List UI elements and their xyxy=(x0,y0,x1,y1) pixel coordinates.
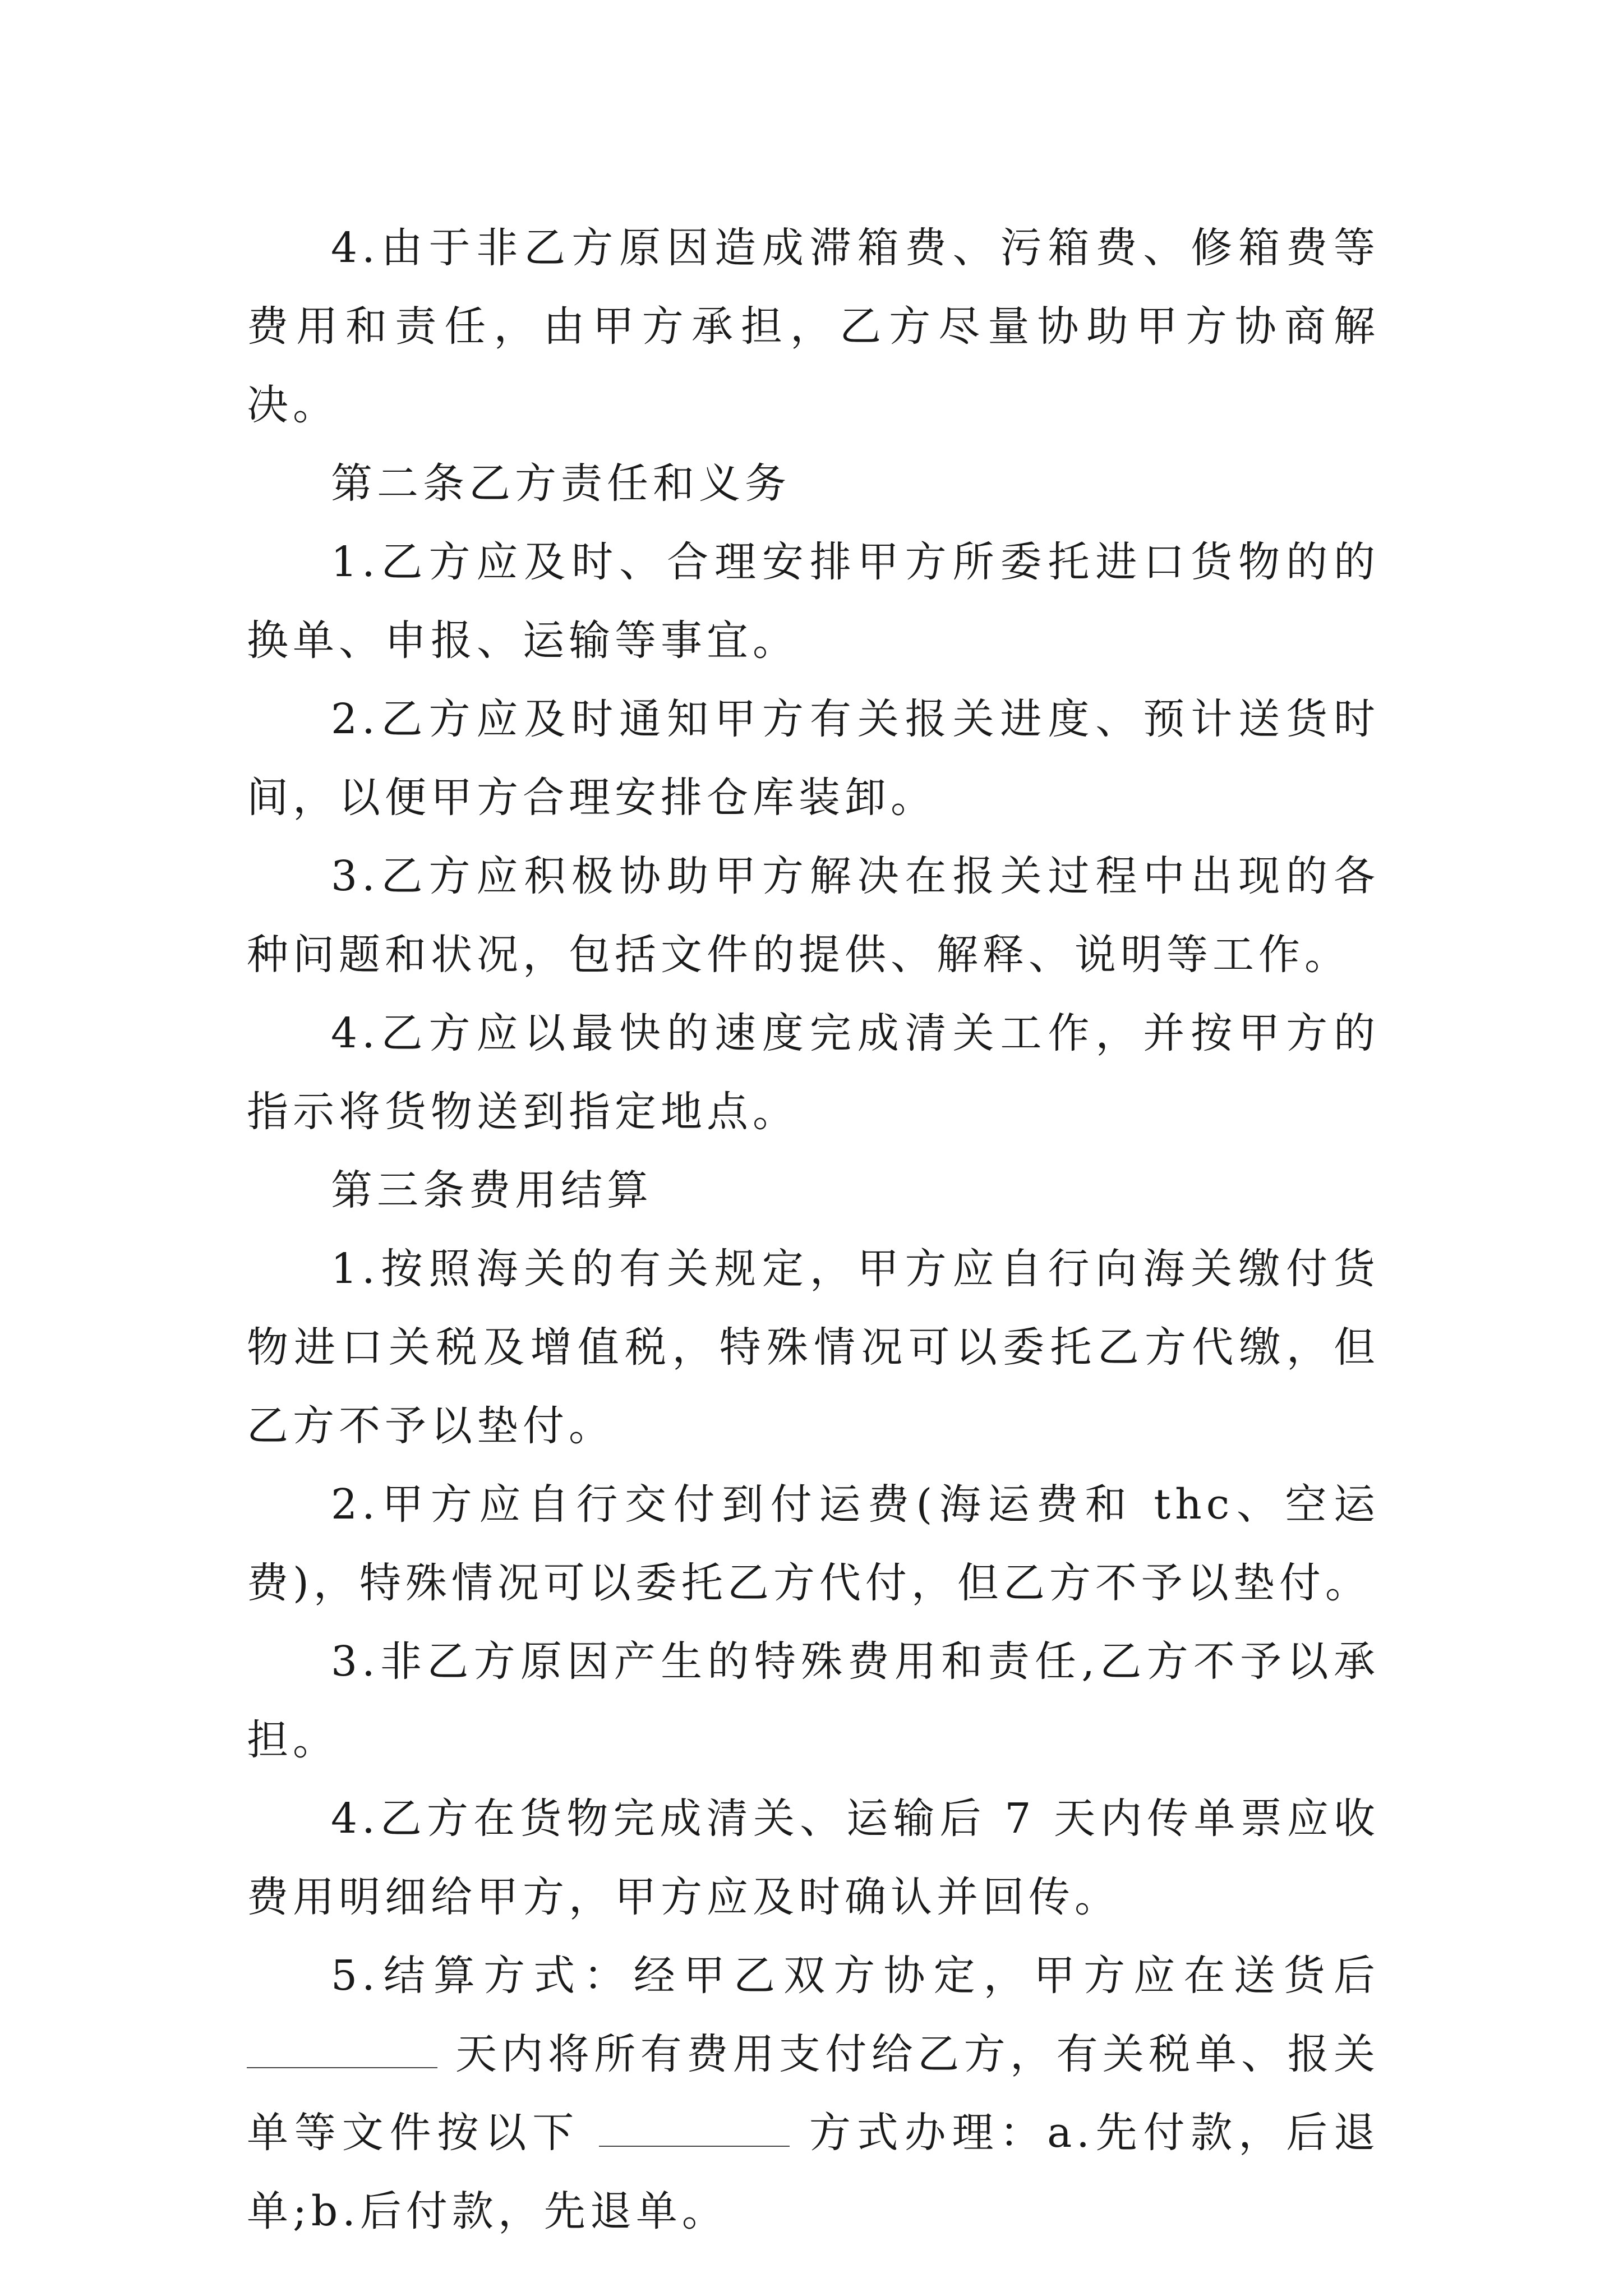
section-3-item-2: 2.甲方应自行交付到付运费(海运费和 thc、空运费)，特殊情况可以委托乙方代付，但乙方不予以垫付。 xyxy=(247,1480,1380,1607)
section-3-title: 第三条费用结算 xyxy=(331,1166,653,1214)
section-3-item-5 xyxy=(247,1936,1380,2251)
document-body xyxy=(247,209,1380,2251)
section-2-item-1: 1.乙方应及时、合理安排甲方所委托进口货物的的换单、申报、运输等事宜。 xyxy=(247,538,1380,665)
blank-method-field[interactable] xyxy=(599,2101,790,2147)
section-2-item-3: 3.乙方应积极协助甲方解决在报关过程中出现的各种问题和状况，包括文件的提供、解释、说明等工作。 xyxy=(247,852,1380,979)
section-3-item-3: 3.非乙方原因产生的特殊费用和责任,乙方不予以承担。 xyxy=(247,1637,1380,1764)
section-2-title: 第二条乙方责任和义务 xyxy=(331,459,791,508)
clause-1-item-4: 4.由于非乙方原因造成滞箱费、污箱费、修箱费等费用和责任，由甲方承担，乙方尽量协助甲方协商解决。 xyxy=(247,224,1380,429)
blank-days-field[interactable] xyxy=(247,2022,437,2068)
item-5-text-part-3: 方式办理：a.先付款，后退单;b.后付款，先退单。 xyxy=(247,2109,1380,2235)
section-2-item-2: 2.乙方应及时通知甲方有关报关进度、预计送货时间，以便甲方合理安排仓库装卸。 xyxy=(247,695,1380,822)
section-3-item-4: 4.乙方在货物完成清关、运输后 7 天内传单票应收费用明细给甲方，甲方应及时确认并回传。 xyxy=(247,1795,1380,1921)
section-3-item-1: 1.按照海关的有关规定，甲方应自行向海关缴付货物进口关税及增值税，特殊情况可以委托乙方代缴，但乙方不予以垫付。 xyxy=(247,1245,1380,1450)
item-5-text-part-1: 5.结算方式：经甲乙双方协定，甲方应在送货后 xyxy=(331,1952,1380,2000)
section-2-item-4: 4.乙方应以最快的速度完成清关工作，并按甲方的指示将货物送到指定地点。 xyxy=(247,1009,1380,1136)
item-5-text-part-2: 天内将所有费用支付给乙方，有关税单、报关单等文件按以下 xyxy=(247,2030,1380,2157)
